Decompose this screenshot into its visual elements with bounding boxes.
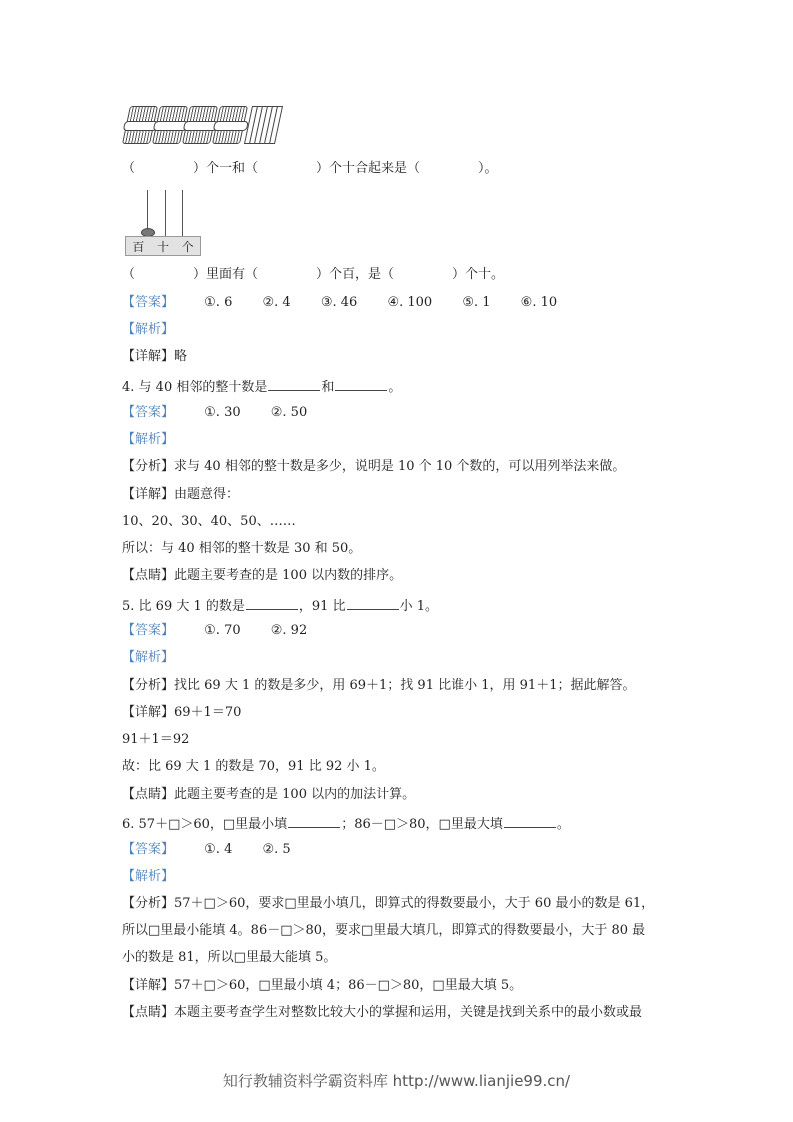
answer-item: ①. 4	[204, 842, 233, 857]
fenxi-tag: 【分析】	[122, 459, 175, 474]
q5-dianjing	[122, 786, 415, 804]
q4-stem	[122, 376, 401, 397]
text-segment: ）。	[478, 161, 498, 176]
text-segment: ）个一和（	[193, 161, 259, 176]
detail-tag: 【详解】	[122, 978, 175, 993]
dianjing-tag: 【点睛】	[122, 787, 175, 802]
answer-blank	[504, 813, 556, 828]
dianjing-tag: 【点睛】	[122, 1005, 175, 1020]
detail-text: 由题意得：	[174, 487, 240, 502]
label-ones: 个	[181, 239, 194, 254]
answer-item: ②. 4	[262, 295, 291, 310]
stem-text: 4. 与 40 相邻的整十数是	[122, 380, 268, 395]
text-segment: ）里面有（	[193, 267, 259, 282]
analysis-tag: 【解析】	[122, 322, 175, 337]
answer-item: ①. 6	[204, 295, 233, 310]
q3-fill-line-1	[122, 160, 498, 178]
stem-text: 。	[556, 817, 570, 832]
text-segment: ）个十合起来是（	[316, 161, 421, 176]
dianjing-text: 此题主要考查的是 100 以内数的排序。	[174, 568, 403, 583]
stem-text: ，91 比	[298, 599, 346, 614]
q6-stem	[122, 813, 570, 834]
answer-item: ⑤. 1	[462, 295, 491, 310]
ones-rod	[182, 190, 183, 236]
answer-item: ⑥. 10	[520, 295, 558, 310]
answer-blank	[347, 595, 399, 610]
analysis-tag: 【解析】	[122, 650, 175, 665]
answer-tag: 【答案】	[122, 623, 175, 638]
q5-detail-line: 故：比 69 大 1 的数是 70，91 比 92 小 1。	[122, 759, 385, 774]
q6-detail	[122, 977, 522, 995]
fenxi-tag: 【分析】	[122, 678, 175, 693]
detail-text: 略	[174, 349, 188, 364]
dianjing-text: 此题主要考查的是 100 以内的加法计算。	[174, 787, 416, 802]
q5-answer-line	[122, 622, 307, 640]
fenxi-tag: 【分析】	[122, 896, 175, 911]
text-segment: ）个十。	[452, 267, 505, 282]
fenxi-text: 找比 69 大 1 的数是多少，用 69＋1；找 91 比谁小 1，用 91＋1；据此解答。	[174, 678, 636, 693]
answer-item: ②. 5	[262, 842, 291, 857]
answer-blank	[288, 813, 340, 828]
answer-item: ①. 30	[204, 405, 241, 420]
stem-text: ；86－□＞80，□里最大填	[341, 817, 503, 832]
paren-open: （	[122, 161, 136, 176]
stem-text: 5. 比 69 大 1 的数是	[122, 599, 245, 614]
q4-detail-line: 10、20、30、40、50、……	[122, 514, 296, 529]
q5-detail-line: 91＋1＝92	[122, 732, 190, 747]
q3-fill-line-2	[122, 266, 504, 284]
analysis-tag: 【解析】	[122, 432, 175, 447]
q6-fenxi	[122, 895, 654, 913]
answer-blank	[268, 376, 320, 391]
paren-open: （	[122, 267, 136, 282]
detail-tag: 【详解】	[122, 487, 175, 502]
stem-text: 6. 57＋□＞60，□里最小填	[122, 817, 288, 832]
q3-answer-line	[122, 294, 557, 312]
q3-detail-line	[122, 348, 187, 366]
tens-rod	[165, 190, 166, 236]
detail-text: 69＋1＝70	[174, 705, 242, 720]
fenxi-text: 57＋□＞60，要求□里最小填几，即算式的得数要最小，大于 60 最小的数是 61，	[174, 896, 655, 911]
q6-fenxi-line: 所以□里最小能填 4。86－□＞80，要求□里最大填几，即算式的得数要最小，大于 80 最	[122, 923, 646, 938]
q4-fenxi	[122, 458, 625, 476]
detail-tag: 【详解】	[122, 349, 175, 364]
q4-answer-line	[122, 404, 307, 422]
answer-item: ③. 46	[320, 295, 358, 310]
answer-blank	[246, 595, 298, 610]
answer-blank	[335, 376, 387, 391]
stem-text: 小 1。	[399, 599, 438, 614]
detail-tag: 【详解】	[122, 705, 175, 720]
q4-dianjing	[122, 567, 402, 585]
dianjing-tag: 【点睛】	[122, 568, 175, 583]
q5-fenxi	[122, 677, 635, 695]
answer-item: ②. 50	[270, 405, 308, 420]
footer-watermark: 知行教辅资料学霸资料库 http://www.lianjie99.cn/	[222, 1072, 571, 1090]
answer-item: ②. 92	[270, 623, 308, 638]
answer-tag: 【答案】	[122, 295, 175, 310]
label-tens: 十	[156, 239, 169, 254]
stick-bundles-illustration	[122, 104, 278, 146]
q6-fenxi-line: 小的数是 81，所以□里最大能填 5。	[122, 950, 337, 965]
fenxi-text: 求与 40 相邻的整十数是多少，说明是 10 个 10 个数的，可以用列举法来做。	[174, 459, 626, 474]
stem-text: 和	[321, 380, 335, 395]
analysis-tag: 【解析】	[122, 869, 175, 884]
label-hundreds: 百	[132, 239, 145, 254]
q5-stem	[122, 595, 438, 616]
q4-detail	[122, 486, 239, 504]
stem-text: 。	[388, 380, 402, 395]
text-segment: ）个百，是（	[316, 267, 395, 282]
answer-tag: 【答案】	[122, 405, 175, 420]
answer-item: ④. 100	[387, 295, 433, 310]
abacus-base	[125, 236, 201, 256]
q6-answer-line	[122, 841, 291, 859]
abacus-illustration	[122, 190, 202, 256]
answer-item: ①. 70	[204, 623, 241, 638]
dianjing-text: 本题主要考查学生对整数比较大小的掌握和运用，关键是找到关系中的最小数或最	[174, 1005, 643, 1020]
q5-detail	[122, 704, 241, 722]
q4-detail-line: 所以：与 40 相邻的整十数是 30 和 50。	[122, 541, 362, 556]
answer-tag: 【答案】	[122, 842, 175, 857]
ten-stick-bundle	[212, 106, 248, 144]
detail-text: 57＋□＞60，□里最小填 4；86－□＞80，□里最大填 5。	[174, 978, 523, 993]
q6-dianjing	[122, 1004, 642, 1022]
